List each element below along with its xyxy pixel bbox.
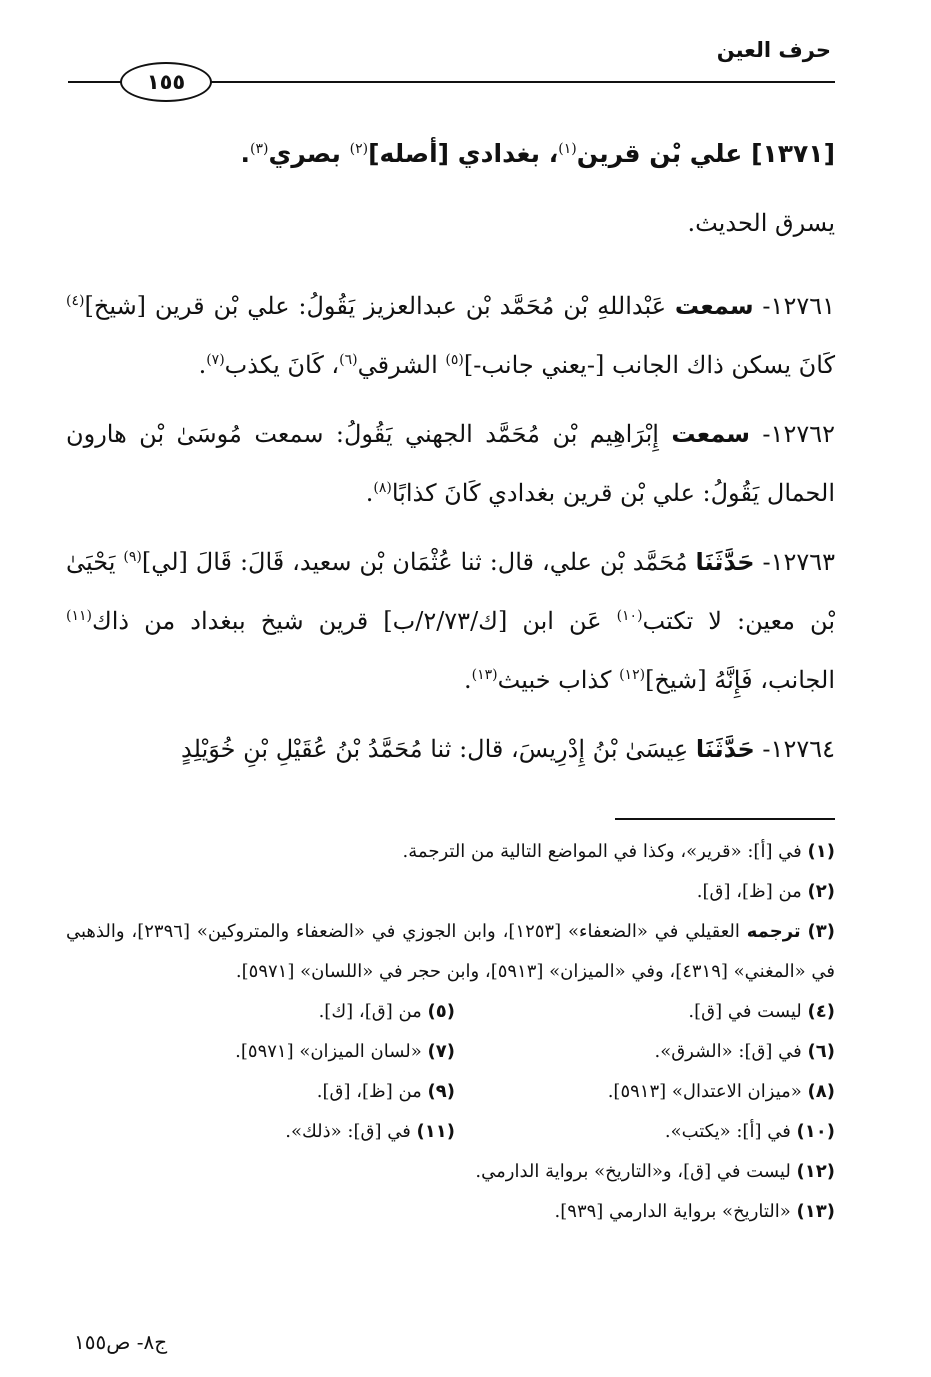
hadith-text: يَحْيَىٰ بْن معين: لا تكتب xyxy=(66,548,835,635)
footnote-row xyxy=(66,992,835,1032)
footnote-text: العقيلي في «الضعفاء» [١٢٥٣]، وابن الجوزي في «الضعفاء والمتروكين» [٢٣٩٦]، والذهبي في «المغني» [٤٣١٩]، وفي «الميزان» [٥٩١٣]، وابن حجر في «اللسان» [٥٩٧١]. xyxy=(66,921,835,982)
footnote-ref: (١١) xyxy=(66,608,92,624)
hadith-number: ١٢٧٦٣- xyxy=(754,548,836,576)
hadith-lead: حَدَّثَنَا xyxy=(695,548,755,576)
footnote xyxy=(66,872,835,912)
hadith-text: عَن ابن [ك/٢/٧٣/ب] قرين شيخ ببغداد من ذاك xyxy=(91,607,617,635)
footnote-number: (١) xyxy=(807,841,835,862)
footnote-ref: (٣) xyxy=(249,141,269,157)
entry-heading-part: ، بغدادي [أصله] xyxy=(368,139,559,168)
hadith-text: مُحَمَّد بْن علي، قال: ثنا عُثْمَان بْن سعيد، قَالَ: قَالَ [لي] xyxy=(141,548,696,576)
footnote-number: (٨) xyxy=(807,1081,835,1102)
footnote xyxy=(75,1072,455,1112)
body-text xyxy=(66,124,835,789)
hadith-paragraph xyxy=(66,533,835,710)
footnote-number: (١٢) xyxy=(796,1161,835,1182)
footnote xyxy=(75,992,455,1032)
footnote-text: من [ظ]، [ق]. xyxy=(316,1081,422,1102)
hadith-paragraph xyxy=(66,405,835,523)
footnote-number: (٧) xyxy=(427,1041,455,1062)
footnote-text: في [ق]: «الشرق». xyxy=(654,1041,802,1062)
footnote xyxy=(455,992,835,1032)
hadith-text: . xyxy=(365,479,374,507)
hadith-text: كَانَ يسكن ذاك الجانب [-يعني جانب-] xyxy=(463,351,835,379)
hadith-lead: حَدَّثَنَا xyxy=(695,735,755,763)
entry-heading-line xyxy=(66,124,835,184)
hadith-text: الجانب، فَإِنَّهُ [شيخ] xyxy=(645,666,835,694)
footnote-row xyxy=(66,1112,835,1152)
section-title: حرف العين xyxy=(716,38,831,62)
footnote-text: في [أ]: «يكتب». xyxy=(664,1121,791,1142)
footnote xyxy=(66,912,835,992)
hadith-paragraph xyxy=(66,720,835,779)
hadith-text: عِيسَىٰ بْنُ إِدْرِيسَ، قال: ثنا مُحَمَّدُ بْنُ عُقَيْلِ بْنِ خُوَيْلِدٍ xyxy=(181,735,696,763)
footnote-text: من [ظ]، [ق]. xyxy=(696,881,802,902)
footnote xyxy=(75,1112,455,1152)
hadith-number: ١٢٧٦٢- xyxy=(750,420,835,448)
hadith-text: عَبْداللهِ بْن مُحَمَّد بْن عبدالعزيز يَقُولُ: علي بْن قرين [شيخ] xyxy=(84,292,675,320)
footnote-ref: (٥) xyxy=(445,352,464,368)
footnote-ref: (٦) xyxy=(339,352,358,368)
hadith-text: ، كَانَ يكذب xyxy=(224,351,340,379)
page-number: ١٥٥ xyxy=(146,70,186,94)
footnote-row xyxy=(66,1072,835,1112)
footnote-text: في [ق]: «ذلك». xyxy=(285,1121,411,1142)
footnote-ref: (١٠) xyxy=(616,608,643,624)
footnote xyxy=(66,1152,835,1192)
footnote-number: (٤) xyxy=(807,1001,835,1022)
footnote-number: (٢) xyxy=(807,881,835,902)
footnote xyxy=(66,1192,835,1232)
hadith-paragraph xyxy=(66,277,835,395)
footnote-ref: (١٢) xyxy=(619,667,646,683)
footnotes xyxy=(66,832,835,1232)
entry-heading: [١٣٧١] علي بْن قرين xyxy=(576,139,835,168)
footnote xyxy=(75,1032,455,1072)
hadith-lead: سمعت xyxy=(671,420,751,448)
hadith-text: . xyxy=(464,666,472,694)
footnote-text: «ميزان الاعتدال» [٥٩١٣]. xyxy=(607,1081,802,1102)
volume-page-reference: ج٨- ص١٥٥ xyxy=(74,1330,168,1354)
footnote-number: (٩) xyxy=(427,1081,455,1102)
footnote-ref: (٢) xyxy=(349,141,369,157)
footnote-text: ليست في [ق]، و«التاريخ» برواية الدارمي. xyxy=(475,1161,791,1182)
hadith-number: ١٢٧٦٤- xyxy=(754,735,835,763)
footnote-number: (١١) xyxy=(416,1121,455,1142)
entry-description-text: يسرق الحديث. xyxy=(687,209,835,237)
footnote-number: (٣) xyxy=(807,921,835,942)
footnote-keyword: ترجمه xyxy=(746,921,801,942)
footnote-text: «لسان الميزان» [٥٩٧١]. xyxy=(235,1041,422,1062)
footnote xyxy=(455,1032,835,1072)
footnote xyxy=(455,1112,835,1152)
footnote-text: من [ق]، [ك]. xyxy=(318,1001,422,1022)
footnote xyxy=(455,1072,835,1112)
footnote-ref: (٩) xyxy=(123,549,142,565)
footnote-ref: (١٣) xyxy=(471,667,498,683)
footnote-number: (١٣) xyxy=(796,1201,835,1222)
hadith-text: إِبْرَاهِيم بْن مُحَمَّد الجهني يَقُولُ: سمعت مُوسَىٰ بْن هارون الحمال يَقُولُ: علي بْن قرين بغدادي كَانَ كذابًا xyxy=(66,420,835,507)
hadith-text: كذاب خبيث xyxy=(497,666,620,694)
page-number-badge xyxy=(120,62,212,102)
hadith-number: ١٢٧٦١- xyxy=(753,292,835,320)
footnote-ref: (٤) xyxy=(66,293,85,309)
entry-heading-end: . xyxy=(240,139,250,168)
entry-heading-part: بصري xyxy=(268,139,350,168)
footnote-number: (١٠) xyxy=(796,1121,835,1142)
hadith-text: الشرقي xyxy=(357,351,446,379)
footnote xyxy=(66,832,835,872)
footnote-ref: (٨) xyxy=(373,480,392,496)
entry-description xyxy=(66,194,835,253)
footnote-text: ليست في [ق]. xyxy=(688,1001,802,1022)
footnote-number: (٥) xyxy=(427,1001,455,1022)
footnote-row xyxy=(66,1032,835,1072)
footnote-text: في [أ]: «قرير»، وكذا في المواضع التالية من الترجمة. xyxy=(402,841,802,862)
footnote-number: (٦) xyxy=(807,1041,835,1062)
footnote-separator xyxy=(615,818,835,820)
hadith-lead: سمعت xyxy=(674,292,754,320)
hadith-text: . xyxy=(198,351,207,379)
footnote-ref: (١) xyxy=(558,141,577,157)
footnote-ref: (٧) xyxy=(206,352,225,368)
footnote-text: «التاريخ» برواية الدارمي [٩٣٩]. xyxy=(554,1201,791,1222)
